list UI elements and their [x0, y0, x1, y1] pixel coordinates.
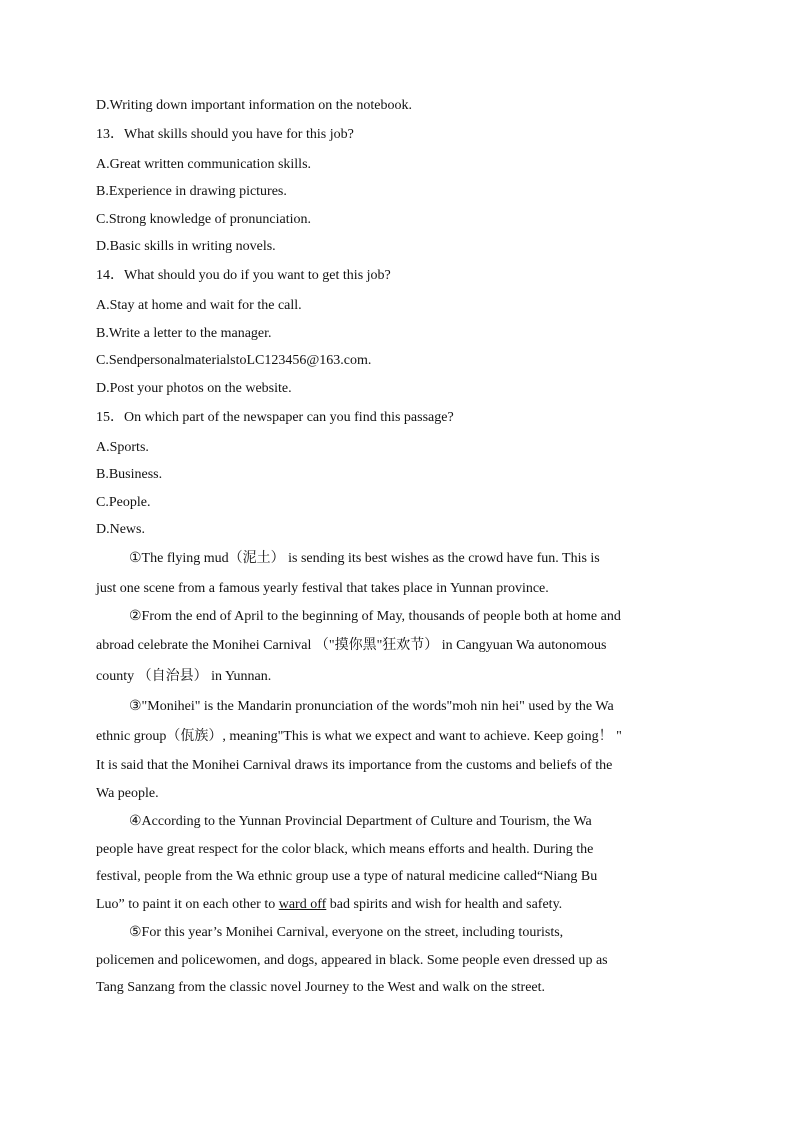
passage-p4-line3: festival, people from the Wa ethnic group use a type of natural medicine called“Niang Bu [96, 869, 598, 884]
passage-p4-line4 [96, 896, 562, 914]
passage-p1-line1: ①The flying mud（泥土） is sending its best wishes as the crowd have fun. This is [129, 551, 600, 566]
q14-option-c: C.SendpersonalmaterialstoLC123456@163.com. [96, 353, 372, 368]
q14-option-a: A.Stay at home and wait for the call. [96, 298, 302, 313]
passage-p3-line4: Wa people. [96, 786, 159, 801]
q15-option-c: C.People. [96, 495, 151, 510]
q14-option-d: D.Post your photos on the website. [96, 381, 292, 396]
q15-option-a: A.Sports. [96, 440, 149, 455]
q15-stem: 15．On which part of the newspaper can you find this passage? [96, 410, 454, 425]
q15-option-d: D.News. [96, 522, 145, 537]
passage-p3-line1: ③"Monihei" is the Mandarin pronunciation of the words"moh nin hei" used by the Wa [129, 699, 614, 714]
q14-stem: 14．What should you do if you want to get this job? [96, 268, 391, 283]
passage-p5-line3: Tang Sanzang from the classic novel Journey to the West and walk on the street. [96, 980, 546, 995]
q13-option-c: C.Strong knowledge of pronunciation. [96, 212, 312, 227]
q13-stem: 13．What skills should you have for this job? [96, 127, 354, 142]
p4-line4-before: Luo” to paint it on each other to [96, 897, 279, 912]
q13-option-a: A.Great written communication skills. [96, 157, 312, 172]
passage-p3-line2: ethnic group（佤族）, meaning"This is what we expect and want to achieve. Keep going！ " [96, 729, 622, 744]
passage-p3-line3: It is said that the Monihei Carnival draws its importance from the customs and beliefs of the [96, 758, 613, 773]
q14-option-b: B.Write a letter to the manager. [96, 326, 272, 341]
q13-option-b: B.Experience in drawing pictures. [96, 184, 287, 199]
passage-p5-line1: ⑤For this year’s Monihei Carnival, everyone on the street, including tourists, [129, 925, 564, 940]
passage-p2-line1: ②From the end of April to the beginning of May, thousands of people both at home and [129, 609, 621, 624]
passage-p5-line2: policemen and policewomen, and dogs, appeared in black. Some people even dressed up as [96, 953, 608, 968]
passage-p2-line3: county （自治县） in Yunnan. [96, 669, 272, 684]
passage-p2-line2: abroad celebrate the Monihei Carnival （"摸你黑"狂欢节） in Cangyuan Wa autonomous [96, 638, 607, 653]
passage-p1-line2: just one scene from a famous yearly festival that takes place in Yunnan province. [96, 581, 549, 596]
p4-line4-after: bad spirits and wish for health and safety. [326, 897, 563, 912]
q15-option-b: B.Business. [96, 467, 163, 482]
ward-off-underlined: ward off [278, 897, 327, 912]
passage-p4-line2: people have great respect for the color black, which means efforts and health. During the [96, 842, 594, 857]
q13-option-d: D.Basic skills in writing novels. [96, 239, 276, 254]
q12-option-d: D.Writing down important information on the notebook. [96, 98, 412, 113]
passage-p4-line1: ④According to the Yunnan Provincial Department of Culture and Tourism, the Wa [129, 814, 592, 829]
